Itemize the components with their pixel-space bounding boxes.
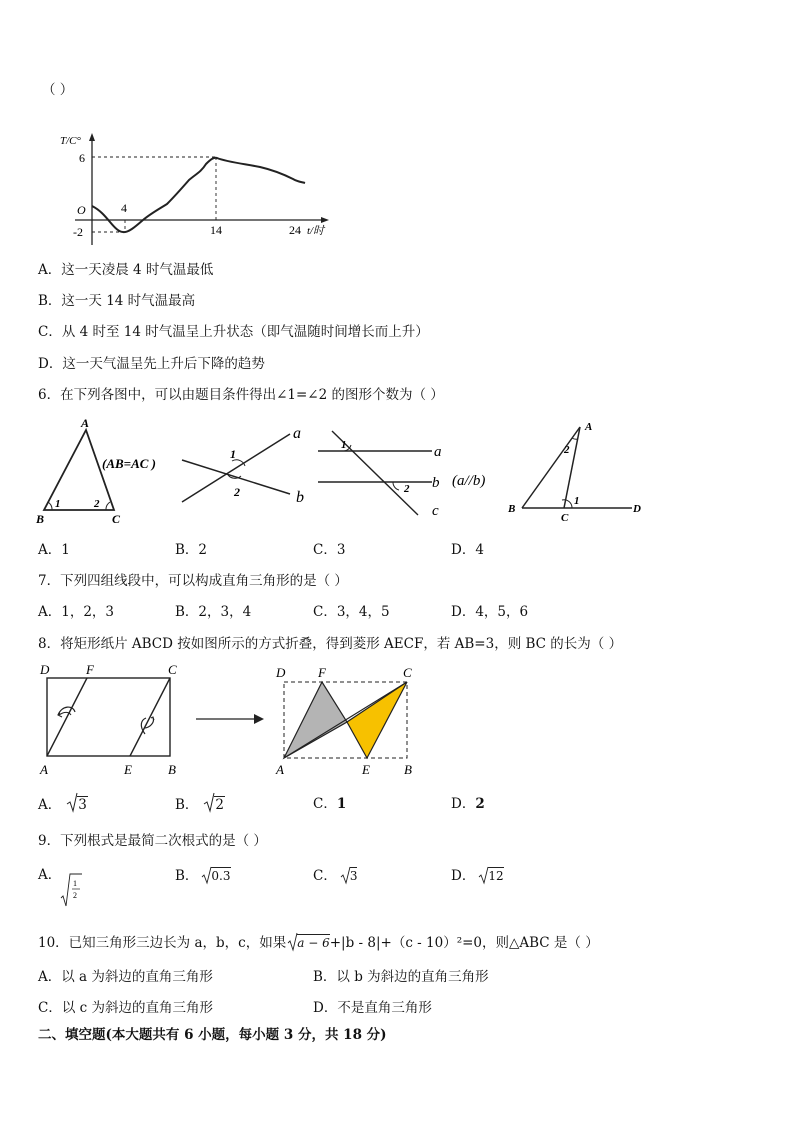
svg-text:a: a [434, 444, 442, 460]
q5-option-c: C．从 4 时至 14 时气温呈上升状态（即气温随时间增长而上升） [38, 324, 429, 340]
q8-stem: 8．将矩形纸片 ABCD 按如图所示的方式折叠，得到菱形 AECF，若 AB=3，则 BC 的长为（ ） [38, 636, 623, 652]
x-tick-4: 4 [121, 201, 127, 215]
svg-text:c: c [432, 503, 439, 519]
temperature-graph [55, 130, 335, 245]
y-tick-6: 6 [79, 151, 85, 165]
q7-stem: 7．下列四组线段中，可以构成直角三角形的是（ ） [38, 573, 348, 589]
svg-text:B: B [36, 512, 45, 526]
x-tick-14: 14 [210, 223, 222, 237]
svg-text:2: 2 [564, 444, 570, 456]
svg-text:b: b [432, 475, 440, 491]
svg-text:C: C [561, 512, 569, 524]
svg-text:(AB=AC ): (AB=AC ) [102, 456, 156, 471]
svg-text:(a//b): (a//b) [452, 473, 486, 489]
q10-option-b: B．以 b 为斜边的直角三角形 [313, 969, 489, 985]
svg-text:D: D [40, 662, 50, 677]
origin-label: O [77, 203, 86, 217]
svg-text:A: A [276, 762, 284, 777]
svg-text:A: A [585, 421, 593, 433]
q6-option-a: A．1 [38, 542, 70, 558]
svg-text:2: 2 [234, 485, 240, 499]
q10-option-d: D．不是直角三角形 [313, 1000, 432, 1016]
q9-stem: 9．下列根式是最简二次根式的是（ ） [38, 833, 267, 849]
q9-option-d: D． 12 [451, 868, 504, 884]
x-tick-24: 24 [289, 223, 301, 237]
q5-paren: （ ） [42, 82, 74, 98]
svg-text:D: D [276, 665, 286, 680]
q8-option-d: D．2 [451, 796, 485, 812]
svg-text:B: B [508, 503, 516, 515]
q8-option-c: C．1 [313, 796, 347, 812]
q7-option-d: D．4，5，6 [451, 604, 529, 620]
q6-option-b: B．2 [175, 542, 208, 558]
q10-option-a: A．以 a 为斜边的直角三角形 [38, 969, 213, 985]
svg-text:1: 1 [230, 447, 236, 461]
q6-figure-vertical-angles [170, 420, 320, 520]
y-axis-label: T/C° [60, 135, 81, 147]
svg-text:C: C [112, 512, 121, 526]
svg-text:1: 1 [574, 495, 580, 507]
svg-text:b: b [296, 489, 304, 506]
q5-option-a: A．这一天凌晨 4 时气温最低 [38, 262, 214, 278]
svg-text:E: E [124, 762, 132, 777]
svg-text:E: E [362, 762, 370, 777]
q6-figure-exterior-angle [500, 415, 660, 525]
svg-text:1: 1 [55, 498, 61, 510]
x-axis-label: t/时 [307, 225, 325, 237]
svg-text:B: B [404, 762, 412, 777]
svg-text:C: C [168, 662, 177, 677]
q10-option-c: C．以 c 为斜边的直角三角形 [38, 1000, 213, 1016]
svg-text:A: A [81, 416, 90, 430]
q9-option-b: B． 0.3 [175, 868, 231, 884]
svg-text:2: 2 [404, 483, 410, 495]
svg-text:2: 2 [73, 891, 77, 900]
svg-text:F: F [86, 662, 94, 677]
svg-text:D: D [633, 503, 641, 515]
svg-text:a: a [293, 425, 301, 442]
svg-text:F: F [318, 665, 326, 680]
q9-option-a-radical [60, 872, 84, 908]
q8-option-a: A． 3 [38, 796, 88, 813]
q9-option-a: A． [38, 867, 62, 883]
q5-option-b: B．这一天 14 时气温最高 [38, 293, 196, 309]
q7-option-b: B．2，3，4 [175, 604, 252, 620]
section-heading: 二、填空题(本大题共有 6 小题，每小题 3 分，共 18 分) [38, 1027, 387, 1043]
q5-option-d: D．这一天气温呈先上升后下降的趋势 [38, 356, 265, 372]
q6-option-c: C．3 [313, 542, 346, 558]
q7-option-c: C．3，4，5 [313, 604, 390, 620]
q7-option-a: A．1，2，3 [38, 604, 115, 620]
q6-stem: 6．在下列各图中，可以由题目条件得出∠1=∠2 的图形个数为（ ） [38, 387, 444, 403]
q8-figure-before [35, 662, 185, 777]
q9-option-c: C． 3 [313, 868, 358, 884]
svg-text:C: C [403, 665, 412, 680]
q8-figure-after [272, 662, 422, 777]
svg-text:A: A [40, 762, 48, 777]
q8-option-b: B． 2 [175, 796, 225, 813]
q6-option-d: D．4 [451, 542, 484, 558]
svg-text:B: B [168, 762, 176, 777]
svg-text:1: 1 [341, 439, 347, 451]
q6-figure-isosceles [30, 415, 180, 530]
svg-text:1: 1 [73, 879, 77, 888]
q6-figure-parallel-lines [310, 425, 505, 520]
svg-text:2: 2 [94, 498, 100, 510]
fold-arrow [196, 712, 266, 726]
q10-stem: 10．已知三角形三边长为 a，b，c，如果 a − 6+|b - 8|+（c - 10）²=0，则△ABC 是（ ） [38, 935, 599, 951]
y-tick-neg2: -2 [73, 225, 83, 239]
